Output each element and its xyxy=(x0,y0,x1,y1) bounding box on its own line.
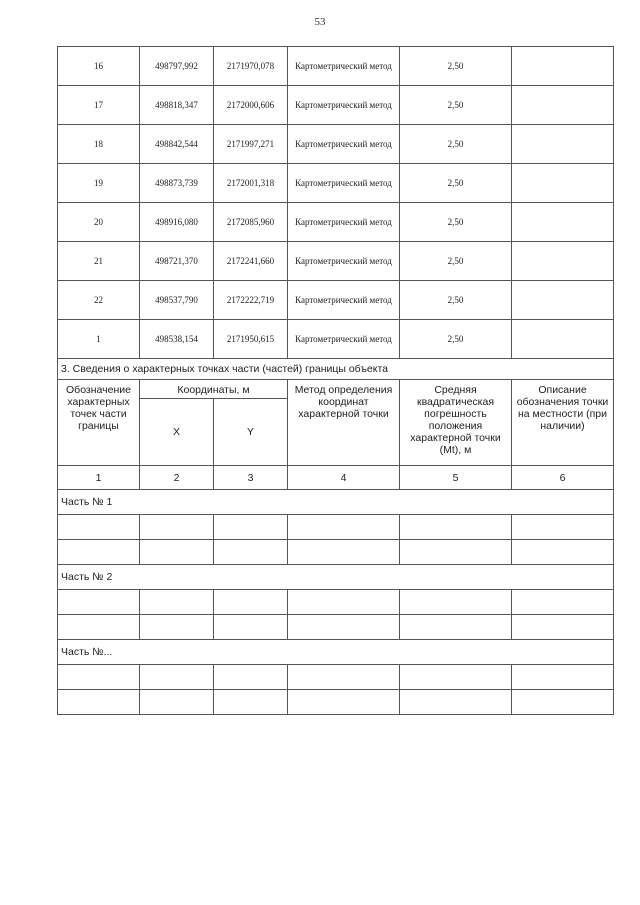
description-cell xyxy=(512,320,614,359)
empty-cell xyxy=(512,540,614,565)
table-row xyxy=(58,203,614,242)
accuracy-cell: 2,50 xyxy=(400,86,512,125)
method-cell: Картометрический метод xyxy=(288,320,400,359)
point-cell: 1 xyxy=(58,320,140,359)
x-coordinate-cell: 498538,154 xyxy=(140,320,214,359)
accuracy-cell: 2,50 xyxy=(400,203,512,242)
empty-cell xyxy=(58,665,140,690)
header-x: X xyxy=(140,399,214,466)
empty-cell xyxy=(512,690,614,715)
empty-cell xyxy=(214,515,288,540)
empty-cell xyxy=(288,665,400,690)
point-cell: 18 xyxy=(58,125,140,164)
point-cell: 17 xyxy=(58,86,140,125)
accuracy-cell: 2,50 xyxy=(400,164,512,203)
x-coordinate-cell: 498818,347 xyxy=(140,86,214,125)
empty-cell xyxy=(58,515,140,540)
blank-row xyxy=(58,515,614,540)
table-row xyxy=(58,47,614,86)
empty-cell xyxy=(214,665,288,690)
empty-cell xyxy=(512,590,614,615)
empty-cell xyxy=(400,615,512,640)
method-cell: Картометрический метод xyxy=(288,203,400,242)
column-number: 4 xyxy=(288,466,400,490)
description-cell xyxy=(512,47,614,86)
accuracy-cell: 2,50 xyxy=(400,125,512,164)
empty-cell xyxy=(400,515,512,540)
empty-cell xyxy=(140,615,214,640)
table-row xyxy=(58,320,614,359)
method-cell: Картометрический метод xyxy=(288,125,400,164)
x-coordinate-cell: 498842,544 xyxy=(140,125,214,164)
page-number: 53 xyxy=(314,16,326,28)
point-cell: 22 xyxy=(58,281,140,320)
header-accuracy: Средняя квадратическая погрешность положения характерной точки (Mt), м xyxy=(400,380,512,466)
empty-cell xyxy=(288,690,400,715)
description-cell xyxy=(512,125,614,164)
empty-cell xyxy=(400,590,512,615)
column-number: 6 xyxy=(512,466,614,490)
empty-cell xyxy=(214,590,288,615)
accuracy-cell: 2,50 xyxy=(400,242,512,281)
description-cell xyxy=(512,242,614,281)
method-cell: Картометрический метод xyxy=(288,86,400,125)
method-cell: Картометрический метод xyxy=(288,164,400,203)
empty-cell xyxy=(214,690,288,715)
empty-cell xyxy=(58,540,140,565)
y-coordinate-cell: 2171970,078 xyxy=(214,47,288,86)
accuracy-cell: 2,50 xyxy=(400,47,512,86)
empty-cell xyxy=(140,690,214,715)
empty-cell xyxy=(140,540,214,565)
empty-cell xyxy=(512,515,614,540)
table-row xyxy=(58,86,614,125)
empty-cell xyxy=(140,665,214,690)
empty-cell xyxy=(288,515,400,540)
section-3-title: 3. Сведения о характерных точках части (частей) границы объекта xyxy=(58,359,614,380)
point-cell: 19 xyxy=(58,164,140,203)
x-coordinate-cell: 498537,790 xyxy=(140,281,214,320)
accuracy-cell: 2,50 xyxy=(400,320,512,359)
empty-cell xyxy=(512,615,614,640)
description-cell xyxy=(512,281,614,320)
empty-cell xyxy=(214,540,288,565)
y-coordinate-cell: 2171950,615 xyxy=(214,320,288,359)
description-cell xyxy=(512,164,614,203)
header-y: Y xyxy=(214,399,288,466)
y-coordinate-cell: 2172222,719 xyxy=(214,281,288,320)
empty-cell xyxy=(288,540,400,565)
column-number: 2 xyxy=(140,466,214,490)
blank-row xyxy=(58,690,614,715)
empty-cell xyxy=(288,615,400,640)
empty-cell xyxy=(58,690,140,715)
table-row xyxy=(58,281,614,320)
points-table-body xyxy=(58,47,614,359)
part-title: Часть № 2 xyxy=(58,565,614,590)
column-number: 1 xyxy=(58,466,140,490)
empty-cell xyxy=(288,590,400,615)
empty-cell xyxy=(400,665,512,690)
x-coordinate-cell: 498721,370 xyxy=(140,242,214,281)
x-coordinate-cell: 498797,992 xyxy=(140,47,214,86)
description-cell xyxy=(512,86,614,125)
x-coordinate-cell: 498916,080 xyxy=(140,203,214,242)
parts-table-body xyxy=(58,490,614,715)
y-coordinate-cell: 2172241,660 xyxy=(214,242,288,281)
empty-cell xyxy=(58,590,140,615)
blank-row xyxy=(58,590,614,615)
column-number: 5 xyxy=(400,466,512,490)
y-coordinate-cell: 2171997,271 xyxy=(214,125,288,164)
y-coordinate-cell: 2172000,606 xyxy=(214,86,288,125)
header-description: Описание обозначения точки на местности (при наличии) xyxy=(512,380,614,466)
empty-cell xyxy=(512,665,614,690)
method-cell: Картометрический метод xyxy=(288,47,400,86)
blank-row xyxy=(58,615,614,640)
empty-cell xyxy=(140,590,214,615)
y-coordinate-cell: 2172085,960 xyxy=(214,203,288,242)
empty-cell xyxy=(140,515,214,540)
x-coordinate-cell: 498873,739 xyxy=(140,164,214,203)
point-cell: 21 xyxy=(58,242,140,281)
part-title: Часть №... xyxy=(58,640,614,665)
blank-row xyxy=(58,665,614,690)
description-cell xyxy=(512,203,614,242)
table-row xyxy=(58,125,614,164)
header-point-designation: Обозначение характерных точек части границы xyxy=(58,380,140,466)
method-cell: Картометрический метод xyxy=(288,242,400,281)
point-cell: 16 xyxy=(58,47,140,86)
column-number: 3 xyxy=(214,466,288,490)
coordinates-table xyxy=(57,46,614,715)
method-cell: Картометрический метод xyxy=(288,281,400,320)
part-title: Часть № 1 xyxy=(58,490,614,515)
table-row xyxy=(58,164,614,203)
blank-row xyxy=(58,540,614,565)
accuracy-cell: 2,50 xyxy=(400,281,512,320)
empty-cell xyxy=(58,615,140,640)
empty-cell xyxy=(400,540,512,565)
header-method: Метод определения координат характерной точки xyxy=(288,380,400,466)
empty-cell xyxy=(400,690,512,715)
point-cell: 20 xyxy=(58,203,140,242)
header-coordinates: Координаты, м xyxy=(140,380,288,399)
y-coordinate-cell: 2172001,318 xyxy=(214,164,288,203)
empty-cell xyxy=(214,615,288,640)
table-row xyxy=(58,242,614,281)
